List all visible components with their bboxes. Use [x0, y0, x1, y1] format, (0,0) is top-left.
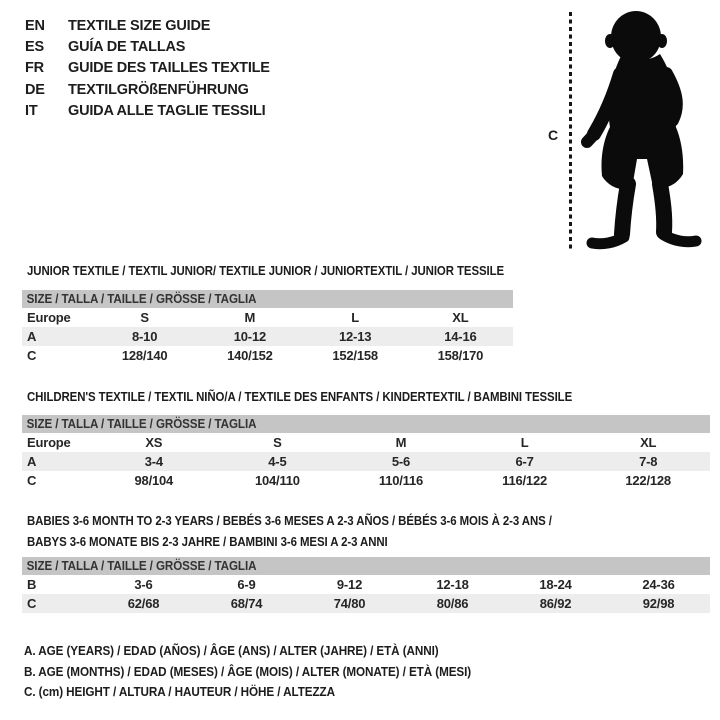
size-value: 62/68	[127, 596, 160, 611]
lang-row-it	[25, 101, 270, 122]
lang-row-es	[25, 37, 270, 58]
lang-title: GUIDE DES TAILLES TEXTILE	[68, 60, 270, 77]
size-value: 74/80	[333, 596, 366, 611]
section-title	[27, 510, 552, 552]
size-value: M	[244, 310, 256, 325]
size-value: 4-5	[268, 454, 287, 469]
size-value: 6-9	[237, 577, 256, 592]
section-title-line: BABYS 3-6 MONATE BIS 2-3 JAHRE / BAMBINI 3-6 MESI A 2-3 ANNI	[27, 534, 388, 549]
row-label: C	[27, 473, 37, 488]
row-label: Europe	[27, 310, 71, 325]
size-value: 6-7	[515, 454, 534, 469]
size-value: 68/74	[230, 596, 263, 611]
size-value: 140/152	[227, 348, 273, 363]
size-value: XS	[145, 435, 163, 450]
size-value: 80/86	[436, 596, 469, 611]
table-row	[22, 471, 710, 490]
section-title	[27, 386, 572, 407]
size-value: 12-18	[436, 577, 469, 592]
size-table	[22, 557, 710, 613]
lang-row-fr	[25, 58, 270, 79]
size-value: 3-4	[144, 454, 163, 469]
lang-title: TEXTILGRÖßENFÜHRUNG	[68, 81, 249, 98]
size-value: 86/92	[539, 596, 572, 611]
section-title-line: CHILDREN'S TEXTILE / TEXTIL NIÑO/A / TEXTILE DES ENFANTS / KINDERTEXTIL / BAMBINI TESSILE	[27, 389, 573, 404]
lang-code: ES	[25, 39, 44, 56]
size-value: 10-12	[233, 329, 266, 344]
legend-note-b: B. AGE (MONTHS) / EDAD (MESES) / ÂGE (MOIS) / ALTER (MONATE) / ETÀ (MESI)	[24, 663, 472, 679]
lang-row-de	[25, 80, 270, 101]
size-value: XL	[640, 435, 657, 450]
height-measure-label: C	[547, 127, 559, 143]
size-header-bar	[22, 290, 513, 308]
height-measure-line	[569, 12, 572, 252]
size-value: 18-24	[539, 577, 572, 592]
lang-title: GUIDA ALLE TAGLIE TESSILI	[68, 102, 266, 119]
size-value: S	[273, 435, 282, 450]
size-value: XL	[452, 310, 469, 325]
size-table	[22, 290, 513, 365]
table-row	[22, 452, 710, 471]
size-value: 98/104	[134, 473, 174, 488]
table-row	[22, 346, 513, 365]
size-value: 14-16	[444, 329, 477, 344]
size-value: 92/98	[642, 596, 675, 611]
section-title-line: BABIES 3-6 MONTH TO 2-3 YEARS / BEBÉS 3-6 MESES A 2-3 AÑOS / BÉBÉS 3-6 MOIS À 2-3 ANS /	[27, 513, 552, 528]
size-value: 8-10	[132, 329, 158, 344]
lang-code: IT	[25, 102, 38, 119]
size-value: 7-8	[639, 454, 658, 469]
lang-code: EN	[25, 18, 45, 34]
row-label: B	[27, 577, 37, 592]
table-row	[22, 575, 710, 594]
row-label: A	[27, 329, 37, 344]
toddler-silhouette-icon	[578, 8, 716, 252]
size-header-label: SIZE / TALLA / TAILLE / GRÖSSE / TAGLIA	[26, 417, 257, 431]
table-row	[22, 433, 710, 452]
row-label: A	[27, 454, 37, 469]
size-value: 116/122	[502, 473, 548, 488]
size-value: 3-6	[134, 577, 153, 592]
size-header-label: SIZE / TALLA / TAILLE / GRÖSSE / TAGLIA	[26, 559, 257, 573]
size-header-bar	[22, 557, 710, 575]
lang-title: GUÍA DE TALLAS	[68, 39, 186, 56]
size-value: 122/128	[625, 473, 671, 488]
size-value: 12-13	[339, 329, 372, 344]
size-value: 128/140	[121, 348, 168, 363]
size-value: 158/170	[437, 348, 484, 363]
size-value: M	[395, 435, 407, 450]
lang-code: DE	[25, 81, 45, 98]
row-label: C	[27, 348, 37, 363]
toddler-figure	[540, 6, 716, 256]
language-title-list	[25, 16, 270, 122]
size-value: 24-36	[642, 577, 675, 592]
row-label: Europe	[27, 435, 71, 450]
size-header-label: SIZE / TALLA / TAILLE / GRÖSSE / TAGLIA	[26, 292, 257, 306]
size-header-bar	[22, 415, 710, 433]
table-row	[22, 594, 710, 613]
size-value: 110/116	[378, 473, 424, 488]
size-value: L	[351, 310, 359, 325]
lang-code: FR	[25, 60, 44, 77]
size-value: 5-6	[391, 454, 411, 469]
legend-note-a: A. AGE (YEARS) / EDAD (AÑOS) / ÂGE (ANS) / ALTER (JAHRE) / ETÀ (ANNI)	[24, 643, 439, 658]
size-value: 152/158	[332, 348, 378, 363]
row-label: C	[27, 596, 37, 611]
size-value: S	[140, 310, 149, 325]
table-row	[22, 327, 513, 346]
legend-note-c: C. (cm) HEIGHT / ALTURA / HAUTEUR / HÖHE / ALTEZZA	[24, 684, 335, 700]
size-value: 104/110	[254, 473, 300, 488]
lang-title: TEXTILE SIZE GUIDE	[68, 18, 211, 34]
size-table	[22, 415, 710, 490]
table-row	[22, 308, 513, 327]
lang-row-en	[25, 16, 270, 37]
size-value: 9-12	[336, 577, 363, 592]
size-value: L	[520, 435, 529, 450]
section-title-line: JUNIOR TEXTILE / TEXTIL JUNIOR/ TEXTILE JUNIOR / JUNIORTEXTIL / JUNIOR TESSILE	[27, 263, 505, 278]
legend	[24, 641, 521, 703]
section-title	[27, 260, 504, 281]
